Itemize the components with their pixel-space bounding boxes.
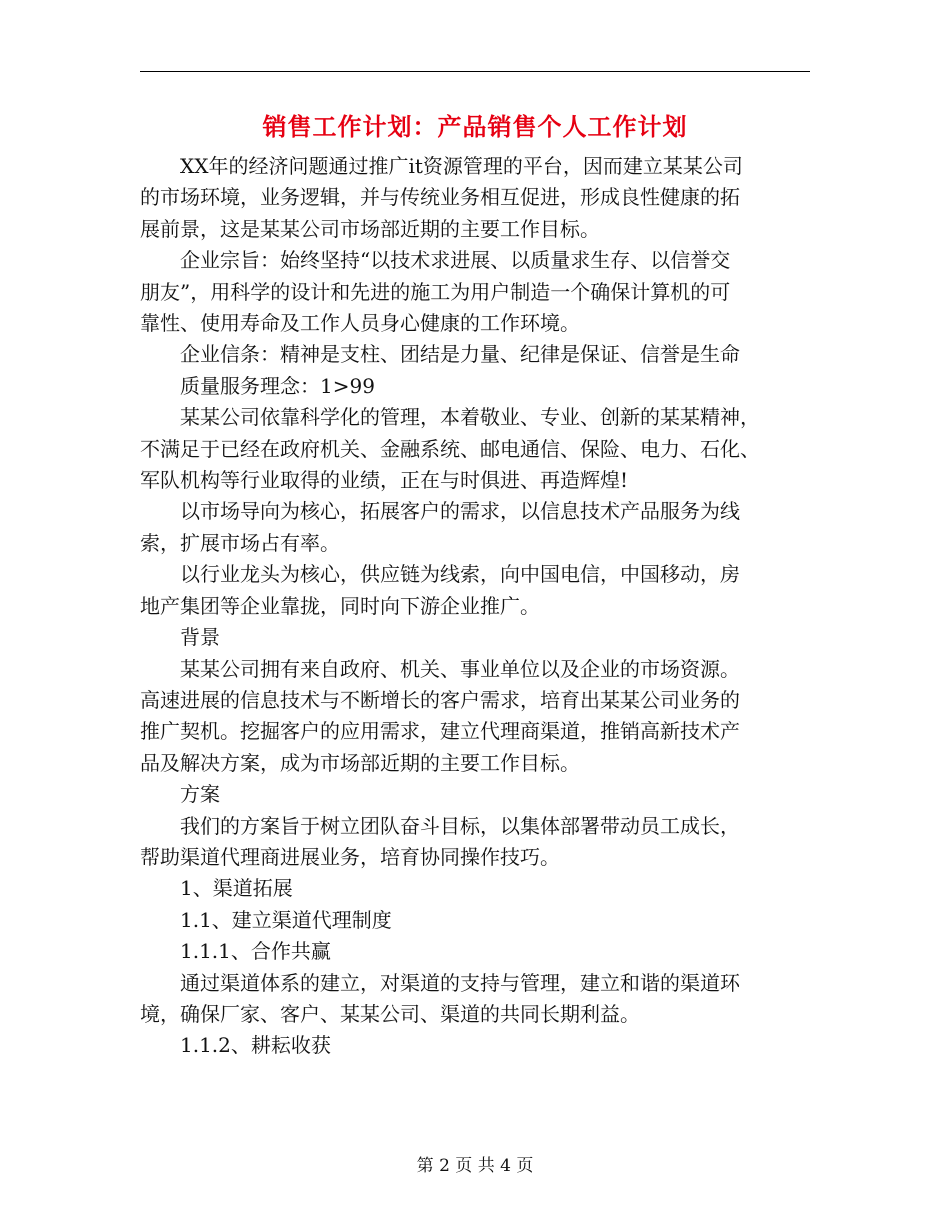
- line-4: 企业宗旨：始终坚持“以技术求进展、以质量求生存、以信誉交: [180, 248, 731, 273]
- heading-1-1: 1.1、建立渠道代理制度: [180, 907, 392, 932]
- line-20: 品及解决方案，成为市场部近期的主要工作目标。: [140, 750, 580, 775]
- line-18: 高速进展的信息技术与不断增长的客户需求，培育出某某公司业务的: [140, 687, 740, 712]
- page-number-footer: 第 2 页 共 4 页: [416, 1156, 534, 1176]
- line-10: 不满足于已经在政府机关、金融系统、邮电通信、保险、电力、石化、: [140, 436, 760, 461]
- line-11: 军队机构等行业取得的业绩，正在与时俱进、再造辉煌!: [140, 468, 629, 493]
- line-19: 推广契机。挖掘客户的应用需求，建立代理商渠道，推销高新技术产: [140, 719, 740, 744]
- line-23: 帮助渠道代理商进展业务，培育协同操作技巧。: [140, 844, 560, 869]
- line-27: 通过渠道体系的建立，对渠道的支持与管理，建立和谐的渠道环: [180, 970, 740, 995]
- header-rule: [140, 71, 810, 72]
- line-22: 我们的方案旨于树立团队奋斗目标，以集体部署带动员工成长，: [180, 813, 740, 838]
- section-heading-plan: 方案: [180, 782, 220, 807]
- line-28: 境，确保厂家、客户、某某公司、渠道的共同长期利益。: [140, 1001, 640, 1026]
- line-14: 以行业龙头为核心，供应链为线索，向中国电信，中国移动，房: [180, 562, 740, 587]
- document-body: [140, 151, 810, 1062]
- line-3: 展前景，这是某某公司市场部近期的主要工作目标。: [140, 216, 600, 241]
- line-2: 的市场环境，业务逻辑，并与传统业务相互促进，形成良性健康的拓: [140, 185, 740, 210]
- line-5: 朋友”，用科学的设计和先进的施工为用户制造一个确保计算机的可: [140, 279, 731, 304]
- line-15: 地产集团等企业靠拢，同时向下游企业推广。: [140, 593, 540, 618]
- heading-1: 1、渠道拓展: [180, 876, 293, 901]
- line-7: 企业信条：精神是支柱、团结是力量、纪律是保证、信誉是生命: [180, 342, 740, 367]
- line-8: 质量服务理念：1>99: [180, 373, 375, 398]
- document-title: 销售工作计划：产品销售个人工作计划: [262, 113, 688, 141]
- line-6: 靠性、使用寿命及工作人员身心健康的工作环境。: [140, 311, 580, 336]
- line-1: XX年的经济问题通过推广it资源管理的平台，因而建立某某公司: [180, 154, 743, 178]
- line-12: 以市场导向为核心，拓展客户的需求，以信息技术产品服务为线: [180, 499, 740, 524]
- heading-1-1-1: 1.1.1、合作共赢: [180, 939, 331, 964]
- line-17: 某某公司拥有来自政府、机关、事业单位以及企业的市场资源。: [180, 656, 740, 681]
- line-9: 某某公司依靠科学化的管理，本着敬业、专业、创新的某某精神，: [180, 405, 760, 430]
- line-13: 索，扩展市场占有率。: [140, 530, 340, 555]
- heading-1-1-2: 1.1.2、耕耘收获: [180, 1033, 331, 1058]
- section-heading-background: 背景: [180, 625, 220, 650]
